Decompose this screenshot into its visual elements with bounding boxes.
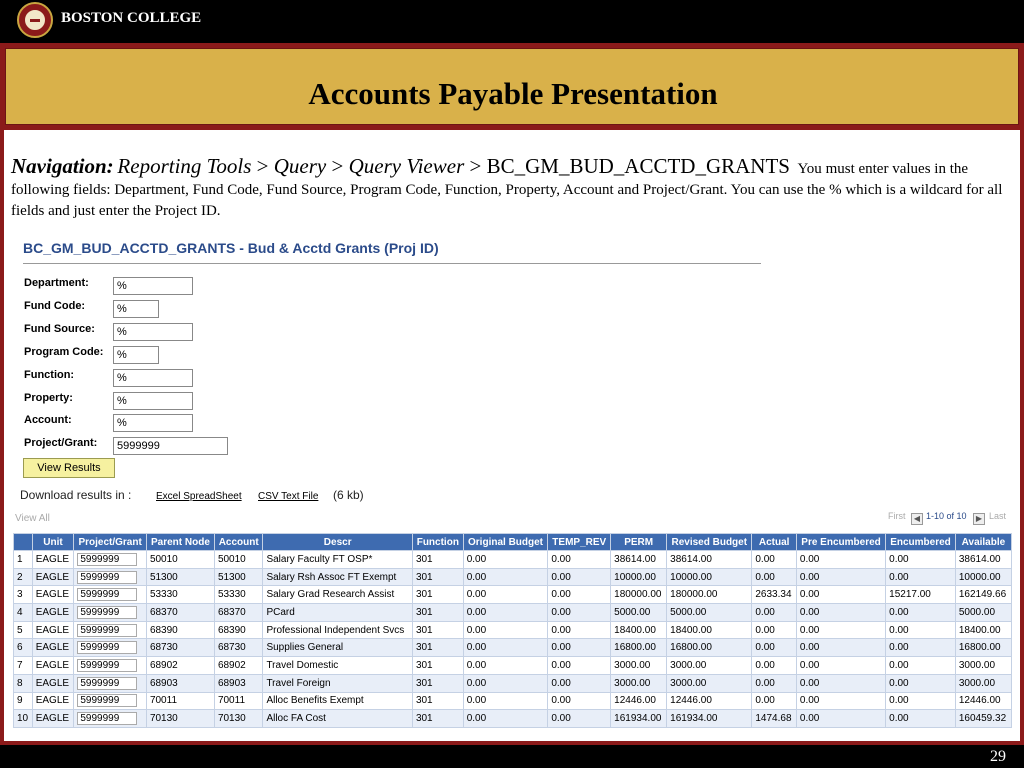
table-cell: 0.00 xyxy=(463,621,548,639)
table-cell xyxy=(74,710,147,728)
table-cell: 0.00 xyxy=(548,639,611,657)
table-cell: 12446.00 xyxy=(955,692,1011,710)
top-bar xyxy=(0,0,1024,42)
table-cell: Travel Foreign xyxy=(263,674,413,692)
table-row xyxy=(14,639,1012,657)
table-header-row xyxy=(14,534,1012,551)
table-cell xyxy=(74,621,147,639)
table-cell: 38614.00 xyxy=(667,551,752,569)
page-number: 29 xyxy=(990,748,1006,765)
table-cell: 3000.00 xyxy=(611,657,667,675)
college-name: BOSTON COLLEGE xyxy=(61,10,202,26)
table-cell: 68370 xyxy=(214,604,263,622)
table-cell: 0.00 xyxy=(548,692,611,710)
instructions-text: must enter values in the following fields: Department, Fund Code, Fund Source, Program Code, Function, Property, Account and Project/Grant. You can use the % which is a wildcard for all fields and just enter the Project ID. xyxy=(11,161,1003,219)
navigation-text: Navigation: Reporting Tools > Query > Query Viewer > BC_GM_BUD_ACCTD_GRANTS You must enter values in the following fields: Department, Fund Code, Fund Source, Program Code, Function, Property, Account and Project/Grant. You can use the % which is a wildcard for all fields and just enter the Project ID. xyxy=(11,154,1003,219)
content-frame xyxy=(0,130,1024,745)
function-label: Function: xyxy=(24,369,75,381)
table-cell: 18400.00 xyxy=(955,621,1011,639)
table-cell: 160459.32 xyxy=(955,710,1011,728)
table-row xyxy=(14,621,1012,639)
table-cell: 0.00 xyxy=(548,568,611,586)
table-cell: PCard xyxy=(263,604,413,622)
project-grant-cell-field: 5999999 xyxy=(77,553,137,566)
table-cell: 301 xyxy=(412,568,463,586)
table-cell: 5 xyxy=(14,621,33,639)
table-cell: 3000.00 xyxy=(955,657,1011,675)
table-cell: Professional Independent Svcs xyxy=(263,621,413,639)
project-grant-cell-field: 5999999 xyxy=(77,641,137,654)
table-cell: 301 xyxy=(412,604,463,622)
table-cell: 0.00 xyxy=(796,621,885,639)
table-cell: 15217.00 xyxy=(886,586,956,604)
department-label: Department: xyxy=(24,277,89,289)
table-cell: 68730 xyxy=(214,639,263,657)
table-cell xyxy=(74,604,147,622)
project-grant-cell-field: 5999999 xyxy=(77,624,137,637)
table-row xyxy=(14,710,1012,728)
table-cell: 10 xyxy=(14,710,33,728)
table-cell: 70011 xyxy=(146,692,214,710)
project-grant-cell-field: 5999999 xyxy=(77,712,137,725)
table-cell: 0.00 xyxy=(796,710,885,728)
account-input[interactable]: % xyxy=(113,414,193,432)
table-cell: 301 xyxy=(412,621,463,639)
table-cell: EAGLE xyxy=(32,657,74,675)
col-header[interactable]: Descr xyxy=(263,534,413,551)
table-cell: 0.00 xyxy=(886,674,956,692)
table-cell: 0.00 xyxy=(463,692,548,710)
table-cell: 38614.00 xyxy=(611,551,667,569)
table-cell: 0.00 xyxy=(886,639,956,657)
fund-source-label: Fund Source: xyxy=(24,323,95,335)
table-cell: 0.00 xyxy=(463,586,548,604)
table-cell: 5000.00 xyxy=(667,604,752,622)
table-cell: 0.00 xyxy=(752,604,797,622)
table-cell: 0.00 xyxy=(548,586,611,604)
table-cell xyxy=(74,551,147,569)
col-header[interactable]: PERM xyxy=(611,534,667,551)
table-cell: 12446.00 xyxy=(611,692,667,710)
prev-arrow-icon[interactable]: ◀ xyxy=(911,513,923,525)
table-cell: 16800.00 xyxy=(667,639,752,657)
nav-path-query-viewer: Query Viewer xyxy=(348,154,465,178)
department-input[interactable]: % xyxy=(113,277,193,295)
table-cell: 0.00 xyxy=(548,551,611,569)
account-label: Account: xyxy=(24,414,72,426)
table-cell: 68730 xyxy=(146,639,214,657)
table-body xyxy=(14,551,1012,728)
project-grant-cell-field: 5999999 xyxy=(77,677,137,690)
table-cell: 6 xyxy=(14,639,33,657)
table-cell: 0.00 xyxy=(463,639,548,657)
pager-range: 1-10 of 10 xyxy=(926,511,967,521)
col-header[interactable]: Unit xyxy=(32,534,74,551)
table-cell: 0.00 xyxy=(796,639,885,657)
table-cell: 0.00 xyxy=(548,604,611,622)
col-header[interactable]: TEMP_REV xyxy=(548,534,611,551)
table-cell: 53330 xyxy=(214,586,263,604)
table-cell: 68902 xyxy=(146,657,214,675)
table-cell: 0.00 xyxy=(796,657,885,675)
table-cell: 0.00 xyxy=(796,674,885,692)
table-cell: 10000.00 xyxy=(611,568,667,586)
table-cell xyxy=(74,657,147,675)
table-cell: 301 xyxy=(412,674,463,692)
table-cell: 0.00 xyxy=(752,674,797,692)
table-cell: 3000.00 xyxy=(611,674,667,692)
col-header[interactable]: Revised Budget xyxy=(667,534,752,551)
col-header[interactable]: Parent Node xyxy=(146,534,214,551)
table-cell: 0.00 xyxy=(886,657,956,675)
table-cell: 68390 xyxy=(214,621,263,639)
col-header[interactable]: Project/Grant xyxy=(74,534,147,551)
title-band xyxy=(0,43,1024,130)
table-cell: EAGLE xyxy=(32,710,74,728)
table-cell xyxy=(74,568,147,586)
table-cell xyxy=(74,639,147,657)
table-row xyxy=(14,692,1012,710)
table-cell: Supplies General xyxy=(263,639,413,657)
excel-spreadsheet-link[interactable]: Excel SpreadSheet xyxy=(156,491,242,502)
fund-code-label: Fund Code: xyxy=(24,300,86,312)
table-row xyxy=(14,657,1012,675)
table-cell: 0.00 xyxy=(796,692,885,710)
table-cell: 0.00 xyxy=(752,568,797,586)
table-cell: 301 xyxy=(412,639,463,657)
table-cell: 0.00 xyxy=(463,604,548,622)
table-cell: 51300 xyxy=(146,568,214,586)
table-cell: 51300 xyxy=(214,568,263,586)
table-cell: 0.00 xyxy=(463,568,548,586)
table-cell xyxy=(74,586,147,604)
table-cell: 68370 xyxy=(146,604,214,622)
col-header[interactable] xyxy=(14,534,33,551)
table-cell: EAGLE xyxy=(32,639,74,657)
table-cell: 0.00 xyxy=(796,604,885,622)
col-header[interactable]: Available xyxy=(955,534,1011,551)
college-seal-icon xyxy=(17,2,53,38)
table-cell: 38614.00 xyxy=(955,551,1011,569)
divider xyxy=(23,263,761,264)
table-cell: Salary Grad Research Assist xyxy=(263,586,413,604)
table-cell: 2 xyxy=(14,568,33,586)
table-cell: EAGLE xyxy=(32,692,74,710)
table-cell: 68903 xyxy=(214,674,263,692)
fund-code-input[interactable]: % xyxy=(113,300,159,318)
table-cell: 0.00 xyxy=(548,710,611,728)
table-cell: 5000.00 xyxy=(611,604,667,622)
table-cell: EAGLE xyxy=(32,674,74,692)
navigation-label: Navigation: xyxy=(11,154,114,178)
table-cell: 50010 xyxy=(146,551,214,569)
col-header[interactable]: Function xyxy=(412,534,463,551)
col-header[interactable]: Actual xyxy=(752,534,797,551)
table-cell: 0.00 xyxy=(886,551,956,569)
table-cell: 0.00 xyxy=(463,674,548,692)
table-row xyxy=(14,604,1012,622)
project-grant-input[interactable]: 5999999 xyxy=(113,437,228,455)
table-cell: 3 xyxy=(14,586,33,604)
table-cell: 4 xyxy=(14,604,33,622)
table-cell xyxy=(74,674,147,692)
table-cell: 18400.00 xyxy=(611,621,667,639)
project-grant-cell-field: 5999999 xyxy=(77,588,137,601)
table-cell: 0.00 xyxy=(886,604,956,622)
table-cell: 301 xyxy=(412,692,463,710)
table-cell: 70130 xyxy=(214,710,263,728)
table-row xyxy=(14,551,1012,569)
table-cell: 53330 xyxy=(146,586,214,604)
project-grant-cell-field: 5999999 xyxy=(77,606,137,619)
view-results-button[interactable]: View Results xyxy=(23,458,115,478)
function-input[interactable]: % xyxy=(113,369,193,387)
table-cell: 180000.00 xyxy=(667,586,752,604)
table-cell: 70011 xyxy=(214,692,263,710)
project-grant-label: Project/Grant: xyxy=(24,437,98,449)
pager-last[interactable]: Last xyxy=(989,511,1007,521)
table-cell: 16800.00 xyxy=(955,639,1011,657)
table-cell: 0.00 xyxy=(886,710,956,728)
table-cell: 68390 xyxy=(146,621,214,639)
table-cell: 0.00 xyxy=(548,621,611,639)
program-code-input[interactable]: % xyxy=(113,346,159,364)
table-cell: 161934.00 xyxy=(611,710,667,728)
table-cell: 5000.00 xyxy=(955,604,1011,622)
table-cell: Travel Domestic xyxy=(263,657,413,675)
file-size: (6 kb) xyxy=(333,488,364,502)
col-header[interactable]: Account xyxy=(214,534,263,551)
table-cell: Salary Faculty FT OSP* xyxy=(263,551,413,569)
seal-inner xyxy=(24,9,46,31)
table-cell xyxy=(74,692,147,710)
csv-text-file-link[interactable]: CSV Text File xyxy=(258,491,319,502)
table-cell: 162149.66 xyxy=(955,586,1011,604)
download-label: Download results in : xyxy=(20,488,132,502)
table-cell: Salary Rsh Assoc FT Exempt xyxy=(263,568,413,586)
table-cell: 0.00 xyxy=(752,621,797,639)
table-cell: Alloc FA Cost xyxy=(263,710,413,728)
nav-query-name: BC_GM_BUD_ACCTD_GRANTS xyxy=(486,154,790,178)
table-cell: 1 xyxy=(14,551,33,569)
property-label: Property: xyxy=(24,392,73,404)
table-cell: EAGLE xyxy=(32,604,74,622)
table-cell: 3000.00 xyxy=(955,674,1011,692)
table-cell: 0.00 xyxy=(886,692,956,710)
project-grant-cell-field: 5999999 xyxy=(77,571,137,584)
table-row xyxy=(14,568,1012,586)
view-all-link[interactable]: View All xyxy=(15,513,50,524)
table-cell: 161934.00 xyxy=(667,710,752,728)
table-row xyxy=(14,586,1012,604)
table-cell: 0.00 xyxy=(752,639,797,657)
table-cell: EAGLE xyxy=(32,568,74,586)
table-cell: 0.00 xyxy=(886,568,956,586)
table-cell: 68902 xyxy=(214,657,263,675)
nav-path-reporting-tools: Reporting Tools xyxy=(117,154,252,178)
table-cell: 0.00 xyxy=(796,551,885,569)
table-cell: 0.00 xyxy=(752,657,797,675)
nav-path-query: Query xyxy=(273,154,327,178)
table-cell: 16800.00 xyxy=(611,639,667,657)
table-cell: 50010 xyxy=(214,551,263,569)
table-cell: 301 xyxy=(412,586,463,604)
content-area xyxy=(4,130,1020,741)
query-page-title: BC_GM_BUD_ACCTD_GRANTS - Bud & Acctd Grants (Proj ID) xyxy=(23,240,439,256)
table-cell: 0.00 xyxy=(548,657,611,675)
table-cell: 180000.00 xyxy=(611,586,667,604)
project-grant-cell-field: 5999999 xyxy=(77,659,137,672)
table-cell: EAGLE xyxy=(32,586,74,604)
table-cell: 3000.00 xyxy=(667,657,752,675)
table-cell: 7 xyxy=(14,657,33,675)
program-code-label: Program Code: xyxy=(24,346,104,358)
project-grant-cell-field: 5999999 xyxy=(77,694,137,707)
table-cell: 68903 xyxy=(146,674,214,692)
table-cell: 10000.00 xyxy=(955,568,1011,586)
table-cell: 70130 xyxy=(146,710,214,728)
table-cell: 0.00 xyxy=(796,568,885,586)
results-table xyxy=(13,533,1012,728)
table-cell: 0.00 xyxy=(752,551,797,569)
table-cell: Alloc Benefits Exempt xyxy=(263,692,413,710)
col-header[interactable]: Encumbered xyxy=(886,534,956,551)
table-cell: 0.00 xyxy=(463,710,548,728)
table-cell: 10000.00 xyxy=(667,568,752,586)
table-cell: 0.00 xyxy=(796,586,885,604)
table-cell: 0.00 xyxy=(463,657,548,675)
next-arrow-icon[interactable]: ▶ xyxy=(973,513,985,525)
table-cell: EAGLE xyxy=(32,621,74,639)
slide-title: Accounts Payable Presentation xyxy=(308,76,718,111)
table-cell: 8 xyxy=(14,674,33,692)
table-cell: 301 xyxy=(412,710,463,728)
table-cell: EAGLE xyxy=(32,551,74,569)
table-cell: 1474.68 xyxy=(752,710,797,728)
table-cell: 2633.34 xyxy=(752,586,797,604)
table-cell: 0.00 xyxy=(752,692,797,710)
fund-source-input[interactable]: % xyxy=(113,323,193,341)
table-cell: 301 xyxy=(412,551,463,569)
table-cell: 3000.00 xyxy=(667,674,752,692)
table-cell: 18400.00 xyxy=(667,621,752,639)
pager-first[interactable]: First xyxy=(888,511,906,521)
table-cell: 301 xyxy=(412,657,463,675)
table-row xyxy=(14,674,1012,692)
table-cell: 9 xyxy=(14,692,33,710)
property-input[interactable]: % xyxy=(113,392,193,410)
table-cell: 0.00 xyxy=(886,621,956,639)
table-cell: 0.00 xyxy=(548,674,611,692)
table-cell: 12446.00 xyxy=(667,692,752,710)
col-header[interactable]: Pre Encumbered xyxy=(796,534,885,551)
table-cell: 0.00 xyxy=(463,551,548,569)
col-header[interactable]: Original Budget xyxy=(463,534,548,551)
